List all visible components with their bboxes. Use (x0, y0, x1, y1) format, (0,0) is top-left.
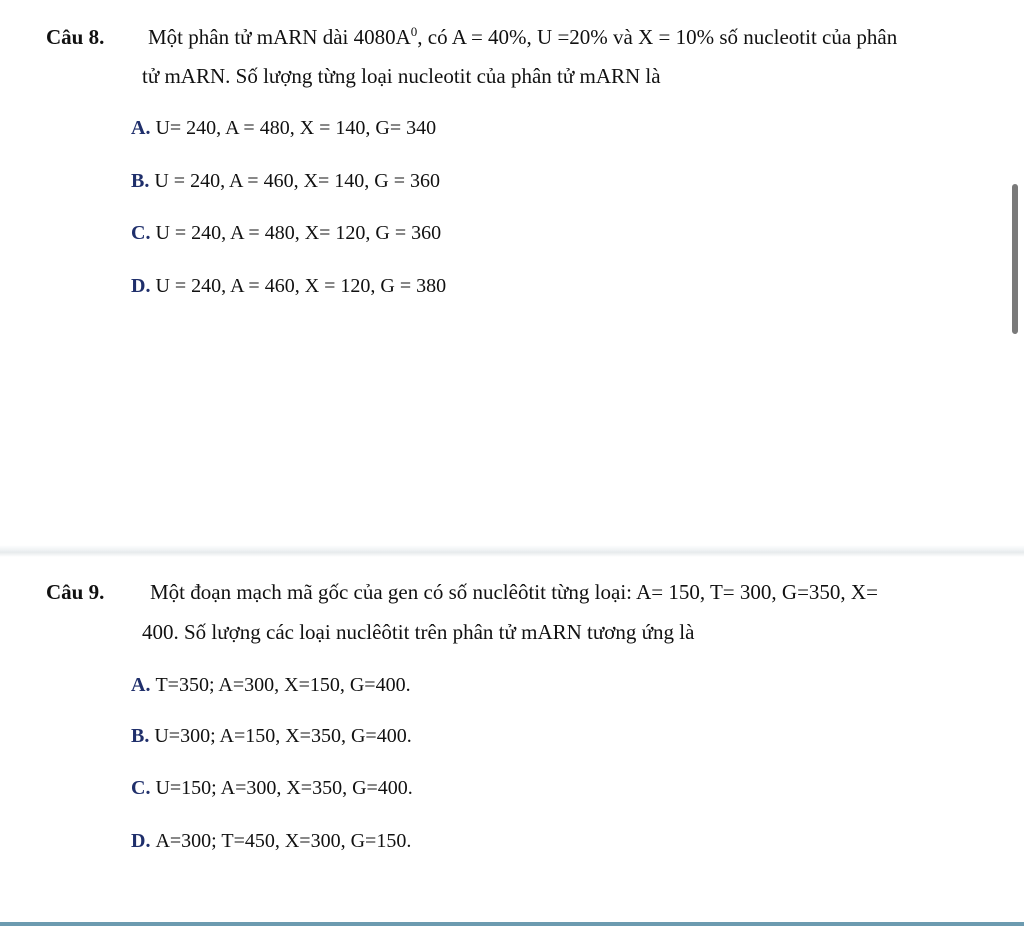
question-label: Câu 8. (46, 25, 105, 49)
question-text-part: Một phân tử mARN dài 4080A (148, 25, 411, 49)
superscript-degree: 0 (410, 24, 418, 39)
option-text: T=350; A=300, X=150, G=400. (155, 674, 411, 696)
option-text: U = 240, A = 460, X= 140, G = 360 (154, 170, 441, 192)
option-b[interactable] (131, 723, 412, 749)
option-c[interactable] (131, 220, 441, 246)
option-letter: A. (131, 117, 151, 139)
option-text: U=300; A=150, X=350, G=400. (154, 725, 412, 747)
option-d[interactable] (131, 828, 411, 854)
page-divider (0, 545, 1024, 557)
question-text-line-1 (148, 24, 897, 50)
bottom-border (0, 922, 1024, 926)
option-text: U=150; A=300, X=350, G=400. (155, 777, 413, 799)
option-text: U = 240, A = 480, X= 120, G = 360 (155, 222, 442, 244)
option-a[interactable] (131, 115, 436, 141)
option-letter: C. (131, 777, 151, 799)
question-text-line-2: tử mARN. Số lượng từng loại nucleotit của phân tử mARN là (142, 64, 661, 88)
question-text-line-1: Một đoạn mạch mã gốc của gen có số nuclêôtit từng loại: A= 150, T= 300, G=350, X= (150, 580, 878, 604)
option-letter: D. (131, 275, 151, 297)
option-letter: C. (131, 222, 151, 244)
scrollbar-thumb[interactable] (1012, 184, 1018, 334)
option-letter: B. (131, 725, 150, 747)
question-text-line-2: 400. Số lượng các loại nuclêôtit trên phân tử mARN tương ứng là (142, 620, 695, 644)
option-a[interactable] (131, 672, 411, 698)
option-text: A=300; T=450, X=300, G=150. (155, 830, 412, 852)
option-letter: D. (131, 830, 151, 852)
option-d[interactable] (131, 273, 446, 299)
option-letter: B. (131, 170, 150, 192)
option-text: U= 240, A = 480, X = 140, G= 340 (155, 117, 437, 139)
question-text-part: , có A = 40%, U =20% và X = 10% số nucleotit của phân (417, 25, 898, 49)
option-c[interactable] (131, 775, 413, 801)
option-letter: A. (131, 674, 151, 696)
question-label: Câu 9. (46, 580, 105, 604)
option-text: U = 240, A = 460, X = 120, G = 380 (155, 275, 447, 297)
option-b[interactable] (131, 168, 440, 194)
